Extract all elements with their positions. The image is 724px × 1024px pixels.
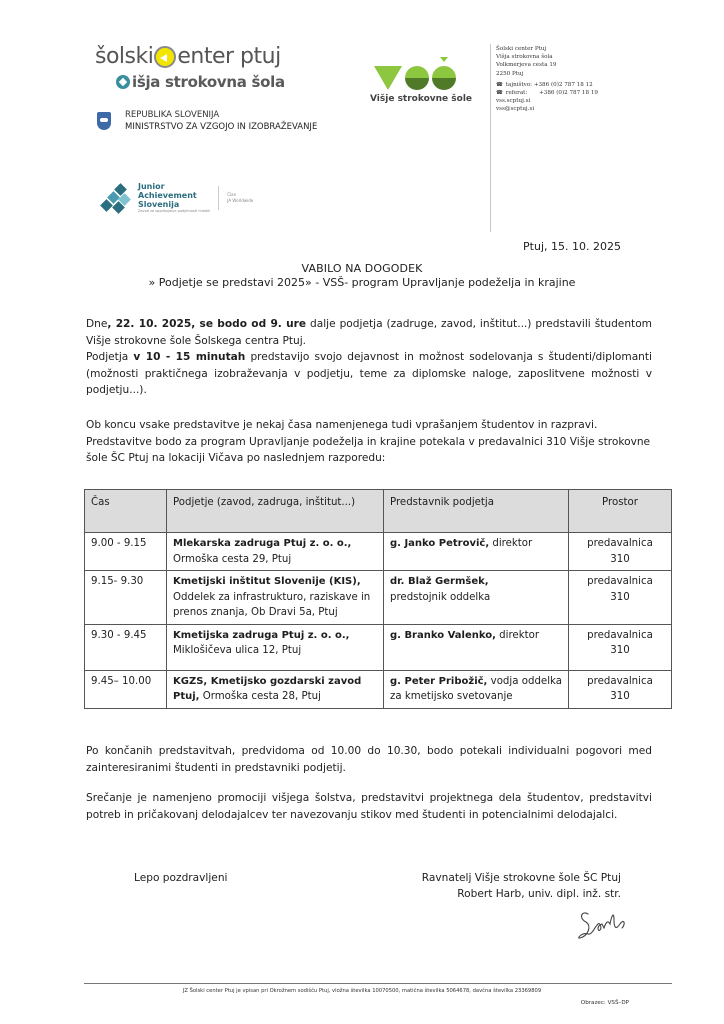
table-row — [85, 670, 672, 708]
cell-company — [167, 533, 384, 571]
room-number: 310 — [610, 645, 630, 656]
text-line: Ob koncu vsake predstavitve je nekaj časa namenjenega tudi vprašanjem študentov in razpravi. — [86, 419, 598, 431]
cell-time: 9.15- 9.30 — [85, 571, 167, 625]
document-title: VABILO NA DOGODEK — [301, 262, 423, 275]
contact-line: 2250 Ptuj — [496, 70, 524, 77]
schedule-table — [84, 489, 672, 709]
footer-registration: JZ Šolski center Ptuj je vpisan pri Okrožnem sodišču Ptuj, vložna številka 10070500, matična številka 5064678, davčna številka 23369809 — [182, 988, 542, 994]
table-row — [85, 624, 672, 670]
signer-name: Robert Harb, univ. dipl. inž. str. — [457, 888, 621, 900]
rep-name: g. Janko Petrovič, — [390, 538, 490, 549]
vss-logo-label: Višje strokovne šole — [370, 94, 473, 104]
room-label: predavalnica — [587, 675, 653, 687]
individual-talks-paragraph: Po končanih predstavitvah, predvidoma od 10.00 do 10.30, bodo potekali individualni pogovori med zainteresiranimi študenti in predstavniki podjetij. — [86, 745, 652, 774]
rep-name: g. Branko Valenko, — [390, 629, 496, 641]
ja-separator — [218, 186, 219, 210]
room-label: predavalnica — [587, 538, 653, 549]
solski-center-ptuj-logo — [95, 44, 281, 69]
ja-member-line2: JA Worldwide — [227, 198, 254, 203]
room-number: 310 — [610, 553, 630, 565]
cell-company — [167, 624, 384, 670]
company-name: Kmetijska zadruga Ptuj z. o. o., — [173, 629, 350, 641]
visja-strokovna-sola-logo — [116, 73, 285, 91]
presentation-duration: v 10 - 15 minutah — [133, 351, 246, 363]
cell-representative — [384, 533, 569, 571]
cell-representative — [384, 571, 569, 625]
company-address: Ormoška cesta 29, Ptuj — [173, 553, 292, 565]
rep-name: dr. Blaž Germšek, — [390, 576, 489, 587]
signer-title: Ravnatelj Višje strokovne šole ŠC Ptuj — [421, 872, 621, 884]
text-run: Podjetja — [86, 351, 134, 363]
half-circle-accent-icon — [432, 66, 456, 90]
contact-line: Šolski center Ptuj — [496, 46, 547, 52]
triangle-shape-icon — [374, 66, 402, 90]
company-name: KGZS, Kmetijsko gozdarski zavod Ptuj, — [173, 675, 362, 702]
form-code: Obrazec: VSŠ–DP — [580, 1000, 629, 1006]
cell-room — [569, 571, 672, 625]
ja-line3: Slovenija — [138, 200, 180, 209]
ja-line1: Junior — [138, 182, 165, 191]
greeting: Lepo pozdravljeni — [134, 872, 228, 884]
rep-role: direktor — [495, 629, 540, 641]
slovenia-crest-icon — [97, 112, 111, 130]
ja-tagline: Zavod za spodbujanje podjetnosti mladih — [138, 209, 211, 213]
v-badge-icon — [116, 75, 130, 89]
cell-representative — [384, 670, 569, 708]
room-label: predavalnica — [587, 629, 653, 641]
text-run: dalje podjetja (zadruge, zavod, inštitut...) predstavili študentom Višje strokovne šole Šolskega centra Ptuj. — [86, 318, 652, 347]
arrow-c-icon — [154, 46, 176, 68]
half-circle-icon — [405, 66, 429, 90]
handwritten-signature — [574, 904, 634, 946]
phone-row — [496, 81, 598, 89]
contact-line: Višja strokovna šola — [496, 54, 553, 61]
logo-text-suffix: enter ptuj — [177, 44, 281, 69]
header-room: Prostor — [569, 490, 672, 533]
document-date: Ptuj, 15. 10. 2025 — [523, 240, 621, 253]
phone-icon: ☎ — [496, 81, 503, 88]
intro-paragraph — [86, 316, 652, 399]
email-link[interactable]: vss@scptuj.si — [496, 106, 535, 113]
logo-text-prefix: šolski — [95, 44, 154, 69]
details-paragraph — [86, 417, 652, 467]
footer-divider — [84, 983, 672, 984]
room-number: 310 — [610, 691, 630, 702]
text-run: Dne — [86, 318, 108, 330]
text-run: predstavijo svojo dejavnost in možnost sodelovanja s študenti/diplomanti (možnosti praktičnega izobraževanja v podjetju, teme za diplomske naloge, zaposlitvene možnosti v podjetju...). — [86, 351, 652, 396]
college-logo-text: išja strokovna šola — [132, 73, 285, 91]
cell-room — [569, 533, 672, 571]
rep-role: predstojnik oddelka — [390, 591, 491, 603]
cell-company — [167, 670, 384, 708]
company-name: Mlekarska zadruga Ptuj z. o. o., — [173, 538, 352, 549]
rep-role: vodja oddelka za kmetijsko svetovanje — [390, 675, 562, 702]
header-divider — [490, 44, 491, 232]
text-line: Predstavitve bodo za program Upravljanje podeželja in krajine potekala v predavalnici 310 Višje strokovne šole ŠC Ptuj na lokaciji Vičava po naslednjem razporedu: — [86, 435, 651, 464]
phone-number[interactable]: +386 (0)2 787 18 19 — [539, 90, 598, 97]
phone-row — [496, 89, 598, 97]
table-header-row — [85, 490, 672, 533]
purpose-paragraph: Srečanje je namenjeno promociji višjega šolstva, predstavitvi projektnega dela študentov, predstavitvi potreb in pričakovanj delodajalcev ter navezovanju stikov med študenti in potencialnimi delodajalci. — [86, 792, 652, 821]
header-representative: Predstavnik podjetja — [384, 490, 569, 533]
phone-label: referat: — [505, 90, 528, 97]
contact-block — [496, 45, 598, 114]
cell-representative — [384, 624, 569, 670]
cell-room — [569, 624, 672, 670]
phone-icon: ☎ — [496, 90, 503, 97]
ja-triangle-icon — [100, 183, 132, 213]
room-number: 310 — [610, 591, 630, 603]
header-time: Čas — [85, 490, 167, 533]
ja-member-line1: Član — [227, 192, 237, 197]
cell-company — [167, 571, 384, 625]
room-label: predavalnica — [587, 576, 653, 587]
cell-time: 9.00 - 9.15 — [85, 533, 167, 571]
event-date-time: , 22. 10. 2025, se bodo od 9. ure — [107, 318, 307, 330]
table-row — [85, 571, 672, 625]
cell-time: 9.45– 10.00 — [85, 670, 167, 708]
ministry-line1: REPUBLIKA SLOVENIJA — [125, 110, 220, 120]
company-address: Oddelek za infrastrukturo, raziskave in prenos znanja, Ob Dravi 5a, Ptuj — [173, 591, 371, 618]
vss-logo — [370, 58, 473, 104]
contact-line: Volkmerjeva cesta 19 — [496, 62, 557, 69]
table-row — [85, 533, 672, 571]
cell-room — [569, 670, 672, 708]
cell-time: 9.30 - 9.45 — [85, 624, 167, 670]
phone-label: tajništvo: — [505, 81, 533, 88]
phone-number[interactable]: +386 (0)2 787 18 12 — [533, 81, 593, 88]
rep-name: g. Peter Pribožič, — [390, 675, 488, 687]
header-company: Podjetje (zavod, zadruga, inštitut...) — [167, 490, 384, 533]
ja-line2: Achievement — [138, 191, 197, 200]
ministry-logo — [97, 109, 317, 133]
company-address: Ormoška cesta 28, Ptuj — [199, 691, 321, 702]
ministry-line2: MINISTRSTVO ZA VZGOJO IN IZOBRAŽEVANJE — [125, 122, 318, 132]
company-name: Kmetijski inštitut Slovenije (KIS), — [173, 576, 361, 587]
company-address: Miklošičeva ulica 12, Ptuj — [173, 645, 302, 656]
rep-role: direktor — [489, 538, 533, 549]
document-subtitle: » Podjetje se predstavi 2025» - VSŠ- program Upravljanje podeželja in krajine — [148, 276, 576, 289]
junior-achievement-logo — [100, 182, 253, 214]
website-link[interactable]: vss.scptuj.si — [496, 98, 531, 105]
